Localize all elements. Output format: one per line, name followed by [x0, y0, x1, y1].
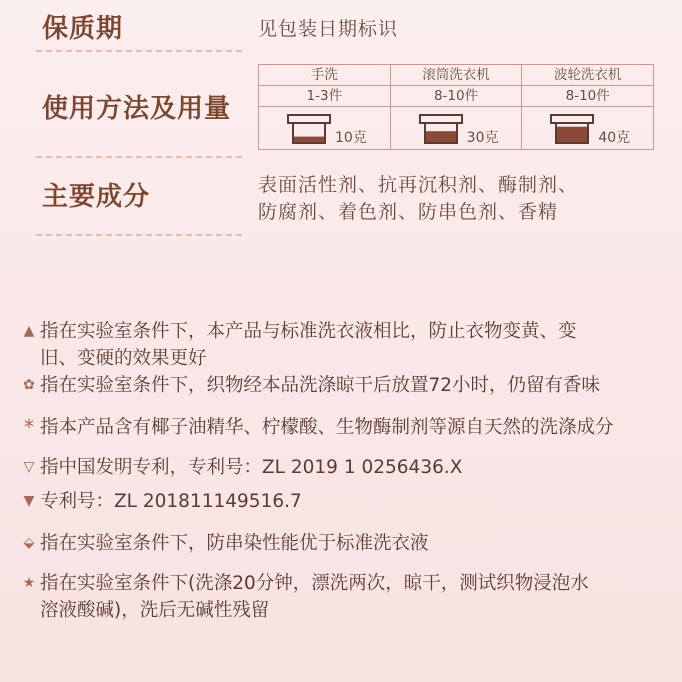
ingredients-label: 主要成分 [42, 182, 151, 212]
asterisk-icon: * [24, 415, 34, 439]
usage-column-front-loader [391, 65, 523, 149]
dose-amount: 10克 [335, 130, 367, 146]
footnote-line: 指本产品含有椰子油精华、柠檬酸、生物酶制剂等源自天然的洗涤成分 [40, 417, 614, 438]
dose-amount: 30克 [466, 130, 499, 146]
footnote [18, 454, 668, 481]
cup-icon [550, 114, 594, 145]
divider [36, 50, 242, 52]
ingredients-line: 防腐剂、着色剂、防串色剂、香精 [258, 201, 559, 223]
footnote [18, 372, 668, 399]
footnote [18, 570, 668, 624]
footnote-line: 旧、变硬的效果更好 [40, 348, 207, 369]
footnote-line: 指中国发明专利，专利号：ZL 2019 1 0256436.X [40, 457, 463, 478]
footnote [18, 414, 668, 441]
dose-cell [259, 107, 390, 151]
footnote [18, 530, 668, 557]
cup-icon [419, 114, 463, 145]
usage-label: 使用方法及用量 [42, 94, 232, 124]
footnote-line: 指在实验室条件下，织物经本品洗涤晾干后放置72小时，仍留有香味 [40, 375, 601, 396]
footnote [18, 318, 668, 372]
footnote-line: 溶液酸碱)，洗后无碱性残留 [40, 600, 270, 621]
item-count: 1-3件 [259, 86, 390, 107]
usage-column-hand [259, 65, 391, 149]
footnote-line: 指在实验室条件下，本产品与标准洗衣液相比，防止衣物变黄、变 [40, 321, 577, 342]
ingredients-line: 表面活性剂、抗再沉积剂、酶制剂、 [258, 174, 579, 196]
footnote-line: 指在实验室条件下，防串染性能优于标准洗衣液 [40, 533, 429, 554]
column-header: 波轮洗衣机 [522, 65, 653, 86]
flower-icon: ✿ [23, 377, 35, 393]
cup-fill [557, 127, 587, 142]
item-count: 8-10件 [522, 86, 653, 107]
cup-fill [294, 137, 324, 142]
shelf-life-value: 见包装日期标识 [258, 18, 399, 40]
triangle-down-outline-icon: ▽ [23, 459, 35, 475]
diamond-icon: ⬙ [23, 535, 35, 551]
dose-amount: 40克 [598, 130, 631, 146]
triangle-up-icon: ▲ [23, 323, 35, 339]
usage-column-top-loader [522, 65, 653, 149]
footnote-line: 专利号：ZL 201811149516.7 [40, 491, 302, 512]
cup-fill [426, 131, 456, 142]
star-icon: ★ [22, 575, 36, 591]
item-count: 8-10件 [391, 86, 522, 107]
dose-cell [391, 107, 522, 151]
dose-cell [522, 107, 653, 151]
column-header: 手洗 [259, 65, 390, 86]
ingredients-text [258, 172, 658, 226]
footnote-line: 指在实验室条件下(洗涤20分钟，漂洗两次，晾干，测试织物浸泡水 [40, 573, 589, 594]
divider [36, 156, 242, 158]
footnote [18, 488, 668, 515]
divider [36, 234, 242, 236]
column-header: 滚筒洗衣机 [391, 65, 522, 86]
cup-icon [287, 114, 331, 145]
usage-table [258, 64, 654, 150]
triangle-down-icon: ▼ [23, 493, 35, 509]
shelf-life-label: 保质期 [42, 14, 124, 44]
